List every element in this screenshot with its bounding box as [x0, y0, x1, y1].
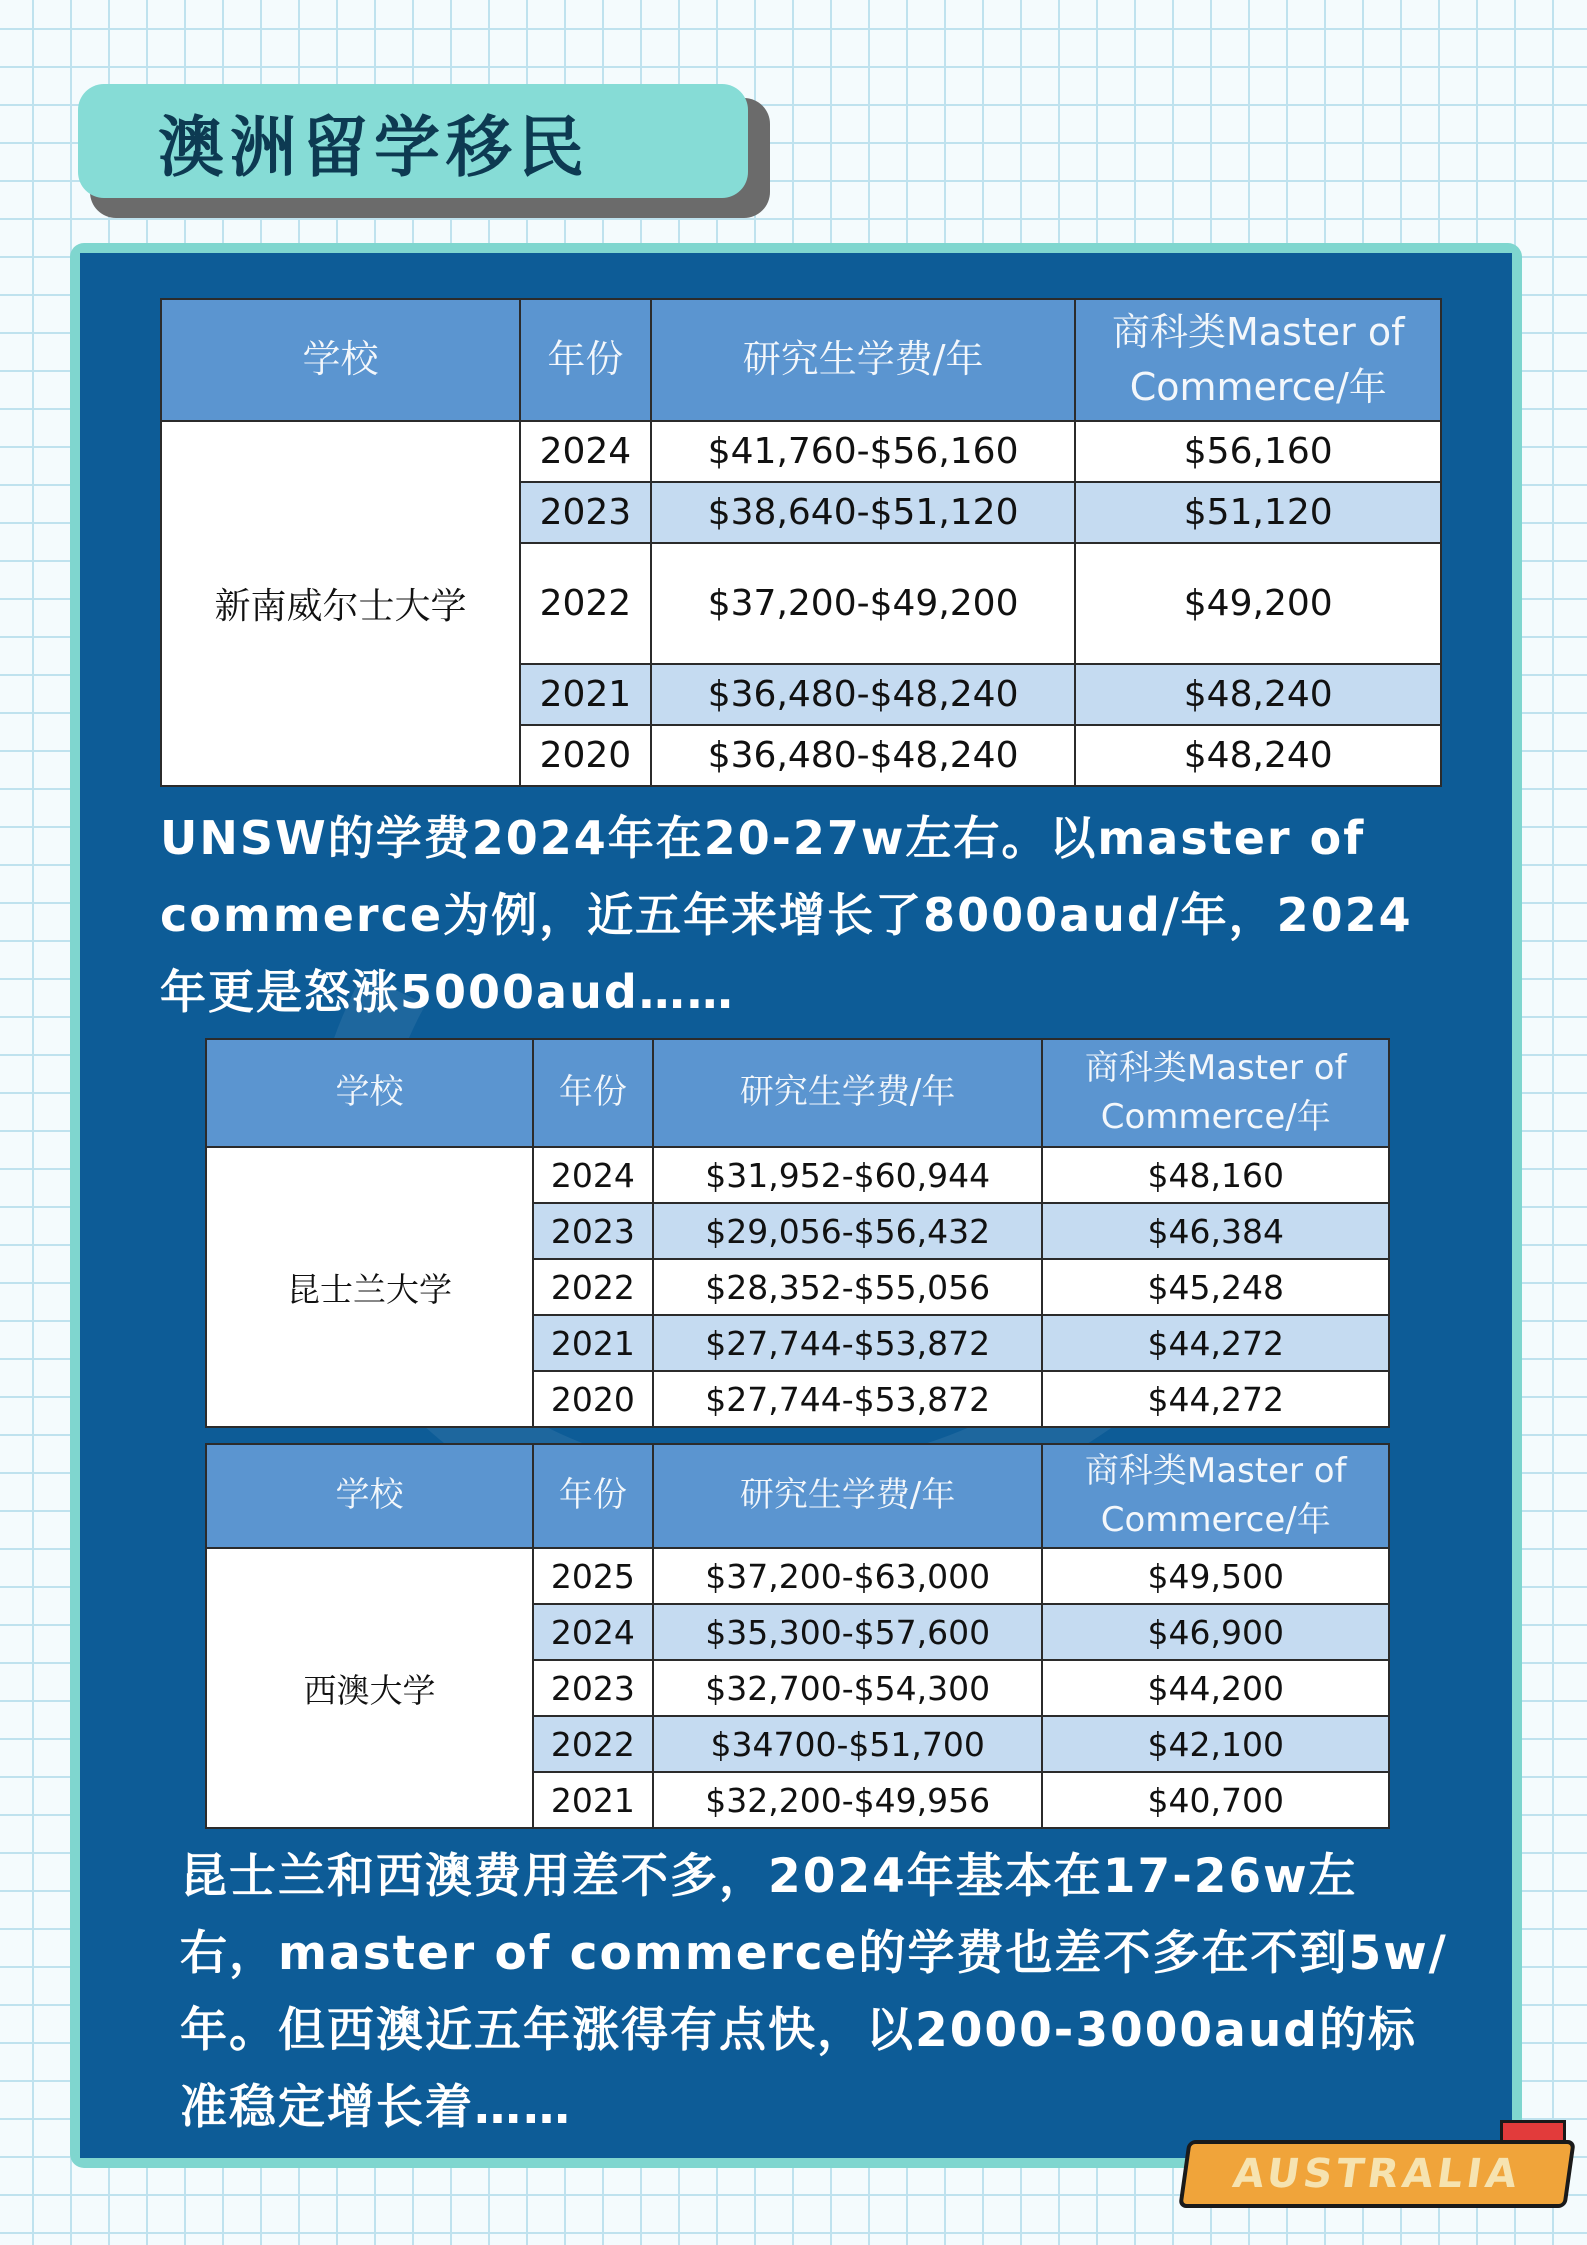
year-cell: 2023 [520, 482, 651, 543]
header-school: 学校 [161, 299, 520, 421]
tuition-range-cell: $31,952-$60,944 [653, 1147, 1043, 1203]
commerce-fee-cell: $46,900 [1042, 1604, 1389, 1660]
header-school: 学校 [206, 1039, 533, 1147]
table-row [206, 1548, 1389, 1604]
tuition-range-cell: $29,056-$56,432 [653, 1203, 1043, 1259]
tuition-range-cell: $28,352-$55,056 [653, 1259, 1043, 1315]
tuition-range-cell: $36,480-$48,240 [651, 725, 1076, 786]
year-cell: 2023 [533, 1660, 653, 1716]
school-name: 西澳大学 [206, 1548, 533, 1828]
year-cell: 2022 [520, 543, 651, 664]
commerce-fee-cell: $51,120 [1075, 482, 1441, 543]
year-cell: 2024 [533, 1147, 653, 1203]
commerce-fee-cell: $46,384 [1042, 1203, 1389, 1259]
header-commerce: 商科类Master of Commerce/年 [1042, 1039, 1389, 1147]
header-year: 年份 [533, 1039, 653, 1147]
year-cell: 2021 [520, 664, 651, 725]
commerce-fee-cell: $56,160 [1075, 421, 1441, 482]
tuition-range-cell: $37,200-$63,000 [653, 1548, 1043, 1604]
commerce-fee-cell: $49,500 [1042, 1548, 1389, 1604]
fee-table-uq [205, 1038, 1390, 1428]
table-row [206, 1147, 1389, 1203]
year-cell: 2022 [533, 1716, 653, 1772]
uq-uwa-summary-text: 昆士兰和西澳费用差不多，2024年基本在17-26w左右，master of commerce的学费也差不多在不到5w/年。但西澳近五年涨得有点快，以2000-3000aud的标准稳定增长着…… [180, 1849, 1448, 2135]
year-cell: 2023 [533, 1203, 653, 1259]
tuition-range-cell: $36,480-$48,240 [651, 664, 1076, 725]
tuition-range-cell: $32,200-$49,956 [653, 1772, 1043, 1828]
header-tuition: 研究生学费/年 [653, 1039, 1043, 1147]
table-header-row [161, 299, 1441, 421]
header-year: 年份 [533, 1444, 653, 1548]
commerce-fee-cell: $44,200 [1042, 1660, 1389, 1716]
title-banner [78, 84, 748, 198]
commerce-fee-cell: $48,160 [1042, 1147, 1389, 1203]
year-cell: 2021 [533, 1772, 653, 1828]
table-row [161, 421, 1441, 482]
fee-table-uwa [205, 1443, 1390, 1829]
commerce-fee-cell: $44,272 [1042, 1371, 1389, 1427]
year-cell: 2022 [533, 1259, 653, 1315]
commerce-fee-cell: $49,200 [1075, 543, 1441, 664]
tuition-range-cell: $27,744-$53,872 [653, 1371, 1043, 1427]
tuition-range-cell: $41,760-$56,160 [651, 421, 1076, 482]
commerce-fee-cell: $45,248 [1042, 1259, 1389, 1315]
tuition-range-cell: $38,640-$51,120 [651, 482, 1076, 543]
year-cell: 2025 [533, 1548, 653, 1604]
tuition-range-cell: $34700-$51,700 [653, 1716, 1043, 1772]
tuition-range-cell: $35,300-$57,600 [653, 1604, 1043, 1660]
header-commerce: 商科类Master of Commerce/年 [1075, 299, 1441, 421]
unsw-summary-text: UNSW的学费2024年在20-27w左右。以master of commerce为例，近五年来增长了8000aud/年，2024年更是怒涨5000aud…… [160, 811, 1413, 1019]
header-tuition: 研究生学费/年 [651, 299, 1076, 421]
fee-table-unsw [160, 298, 1442, 787]
year-cell: 2020 [520, 725, 651, 786]
commerce-fee-cell: $48,240 [1075, 725, 1441, 786]
table-header-row [206, 1039, 1389, 1147]
commerce-fee-cell: $40,700 [1042, 1772, 1389, 1828]
tuition-range-cell: $37,200-$49,200 [651, 543, 1076, 664]
header-school: 学校 [206, 1444, 533, 1548]
commerce-fee-cell: $48,240 [1075, 664, 1441, 725]
year-cell: 2024 [533, 1604, 653, 1660]
tuition-range-cell: $32,700-$54,300 [653, 1660, 1043, 1716]
australia-sticker: AUSTRALIA [1178, 2140, 1576, 2208]
year-cell: 2020 [533, 1371, 653, 1427]
header-year: 年份 [520, 299, 651, 421]
commerce-fee-cell: $42,100 [1042, 1716, 1389, 1772]
school-name: 昆士兰大学 [206, 1147, 533, 1427]
tuition-range-cell: $27,744-$53,872 [653, 1315, 1043, 1371]
school-name: 新南威尔士大学 [161, 421, 520, 786]
commerce-fee-cell: $44,272 [1042, 1315, 1389, 1371]
page-title: 澳洲留学移民 [158, 108, 590, 186]
header-commerce: 商科类Master of Commerce/年 [1042, 1444, 1389, 1548]
table-header-row [206, 1444, 1389, 1548]
year-cell: 2021 [533, 1315, 653, 1371]
header-tuition: 研究生学费/年 [653, 1444, 1043, 1548]
year-cell: 2024 [520, 421, 651, 482]
